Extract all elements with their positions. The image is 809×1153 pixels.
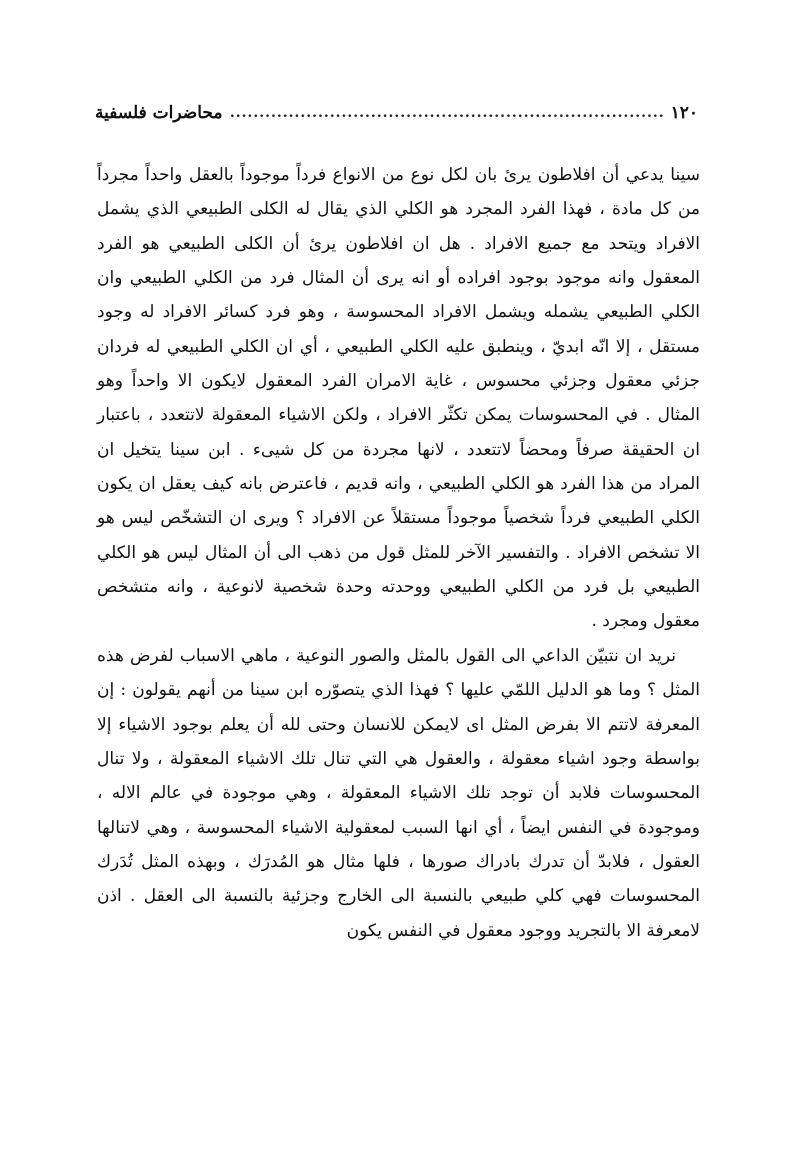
book-title: محاضرات فلسفية [95, 103, 223, 123]
paragraph-1: سينا يدعي أن افلاطون يرئ بان لكل نوع من الانواع فرداً موجوداً بالعقل واحداً مجرداً من كل مادة ، فهذا الفرد المجرد هو الكلي الذي يقال له الكلى الطبيعي الذي يشمل الافراد ويتحد مع جميع الافراد . هل ان افلاطون يرئ أن الكلى الطبيعي هو الفرد المعقول وانه موجود بوجود افراده أو انه يرى أن المثال فرد من الكلي الطبيعي وان الكلي الطبيعي يشمله ويشمل الافراد المحسوسة ، وهو فرد كسائر الافراد له وجود مستقل ، إلا انّه ابديّ ، وينطبق عليه الكلي الطبيعي ، أي ان الكلي الطبيعي له فردان جزئي معقول وجزئي محسوس ، غاية الامران الفرد المعقول لايكون الا واحداً وهو المثال . في المحسوسات يمكن تكثّر الافراد ، ولكن الاشياء المعقولة لاتتعدد ، باعتبار ان الحقيقة صرفاً ومحضاً لاتتعدد ، لانها مجردة من كل شيىء . ابن سينا يتخيل ان المراد من هذا الفرد هو الكلي الطبيعي ، وانه قديم ، فاعترض بانه كيف يعقل ان يكون الكلي الطبيعي فرداً شخصياً موجوداً مستقلاً عن الافراد ؟ ويرى ان التشخّص ليس هو الا تشخص الافراد . والتفسير الآخر للمثل قول من ذهب الى أن المثال ليس هو الكلي الطبيعي بل فرد من الكلي الطبيعي ووحدته وحدة شخصية لانوعية ، وانه متشخص معقول ومجرد . [97, 165, 700, 632]
paragraph-2: نريد ان نتبيّن الداعي الى القول بالمثل والصور النوعية ، ماهي الاسباب لفرض هذه المثل ؟ وما هو الدليل اللمّي عليها ؟ فهذا الذي يتصوّره ابن سينا من أنهم يقولون : إن المعرفة لاتتم الا بفرض المثل اى لايمكن للانسان وحتى لله أن يعلم بوجود الاشياء إلا بواسطة وجود اشياء معقولة ، والعقول هي التي تنال تلك الاشياء المعقولة ، ولا تنال المحسوسات فلابد أن توجد تلك الاشياء المعقولة ، وهي موجودة في عالم الاله ، وموجودة في النفس ايضاً ، أي انها السبب لمعقولية الاشياء المحسوسة ، وهي لاتنالها العقول ، فلابدّ أن تدرك بادراك صورها ، فلها مثال هو المُدرَك ، وبهذه المثل تُدَرك المحسوسات فهي كلي طبيعي بالنسبة الى الخارج وجزئية بالنسبة الى العقل . اذن لامعرفة الا بالتجريد ووجود معقول في النفس يكون [97, 645, 700, 941]
running-header [95, 96, 698, 130]
header-leader-dots [228, 105, 664, 121]
body-text [97, 158, 700, 948]
page-number: ١٢٠ [670, 103, 698, 123]
